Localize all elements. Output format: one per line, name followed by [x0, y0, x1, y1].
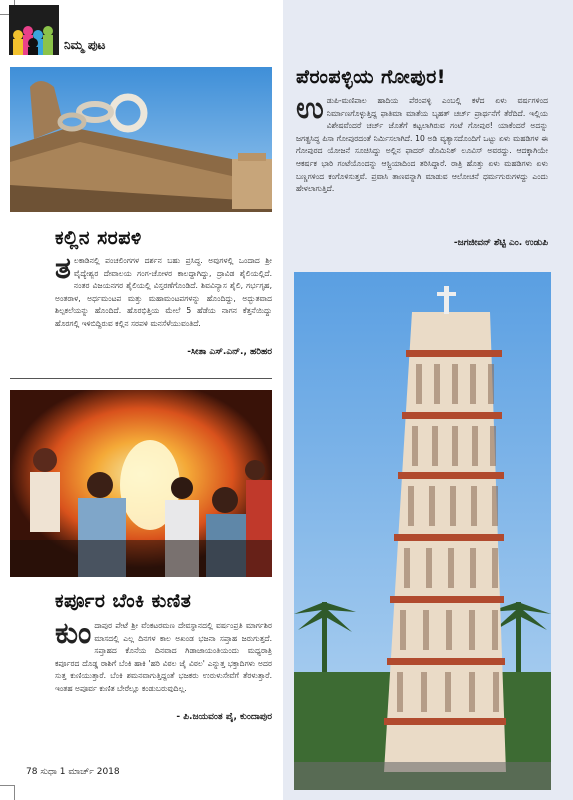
divider: [10, 378, 272, 379]
stone-chain-photo: [10, 67, 272, 212]
stone-chain-drop-cap: ತ: [55, 251, 71, 286]
perampalli-tower-photo: [294, 272, 551, 790]
tower-signature: -ಜಗಜೀವನ್ ಶೆಟ್ಟಿ ಎಂ. ಉಡುಪಿ: [453, 238, 548, 248]
section-label: ನಿಮ್ಮ ಪುಟ: [64, 38, 106, 52]
tower-body: [296, 91, 548, 196]
camphor-title: ಕರ್ಪೂರ ಬೆಂಕಿ ಕುಣಿತ: [55, 590, 192, 612]
camphor-body: [55, 616, 272, 696]
camphor-text: ದಾಪುರ ಪೇಟೆ ಶ್ರೀ ವೆಂಕಟರಮಣ ದೇವಸ್ಥಾನದಲ್ಲಿ ವರ್ಷಂಪ್ರತಿ ಮಾರ್ಗಶಿರ ಮಾಸದಲ್ಲಿ ಎಲ್ಲ ದಿನಗಳ ಕಾಲ ಅಖಂಡ ಭಜನಾ ಸಪ್ತಾಹ ಜರುಗುತ್ತದೆ. ಸಪ್ತಾಹದ ಕೊನೆಯ ದಿನವಾದ ಗಿಡಾಜಾಯಂತಿಯಂದು ಮಧ್ಯರಾತ್ರಿ ಕರ್ಪೂರದ ದೊಡ್ಡ ರಾಶಿಗೆ ಬೆಂಕಿ ಹಾಕಿ 'ಹರಿ ವಿಠಲ ಜೈ ವಿಠಲ' ಎನ್ನುತ್ತ ಭಕ್ತಾದಿಗಳು ಅದರ ಸುತ್ತ ಕುಣಿಯುತ್ತಾರೆ. ಬೆಂಕಿ ಶಮನವಾಗುತ್ತಿದ್ದಂತೆ ಭಜಕರು ಉರುಳುಸೇವೆಗೆ ತೆರಳುತ್ತಾರೆ. ಇಂತಹ ಅಪೂರ್ವ ಕುಣಿತ ಬೇರೆಲ್ಲೂ ಕಂಡುಬರುವುದಿಲ್ಲ.: [55, 621, 272, 693]
tower-text: ಡುಪಿ-ಮಣಿಪಾಲ ಹಾದಿಯ ಪೆರಂಪಳ್ಳಿ ಎಂಬಲ್ಲಿ ಕಳೆದ ಏಳು ವರ್ಷಗಳಿಂದ ನಿರ್ಮಾಣಗೊಳ್ಳುತ್ತಿದ್ದ ಫಾತಿಮಾ ಮಾತೆಯ ಬೃಹತ್ ಚರ್ಚ್ ಪ್ರಾರ್ಥನೆಗೆ ತೆರೆದಿದೆ. ಇಲ್ಲಿಯ ವಿಶೇಷವೆಂದರೆ ಚರ್ಚ್ ಜೊತೆಗೆ ಕಟ್ಟಲಾಗಿರುವ ಗಂಟೆ ಗೋಪುರ! ಯಾಕೆಂದರೆ ಅದನ್ನು ಜಗತ್ಪ್ರಸಿದ್ಧ ಪಿಸಾ ಗೋಪುರದಂತೆ ನಿರ್ಮಿಸಲಾಗಿದೆ. 10 ಅಡಿ ವ್ಯತ್ಯಾಸದೊಂದಿಗೆ ಒಟ್ಟು ಏಳು ಮಹಡಿಗಳ ಈ ಗೋಪುರದ ಯೋಜನೆ ಸೂಚಿಸಿದ್ದು ಅಲ್ಲಿನ ಫಾದರ್ ಡೊಮಿನಿಕ್ ಲೂವಿಸ್ ಅವರದ್ದು. ಆದಕ್ಕಾಗಿಯೇ ಆಕರ್ಷಕ ಭಾರಿ ಗಂಟೆಯೊಂದನ್ನು ಆಸ್ಟ್ರಿಯಾದಿಂದ ತರಿಸಿದ್ದಾರೆ. ರಾತ್ರಿ ಹೊತ್ತು ಏಳು ಮಹಡಿಗಳು ಏಳು ಬಣ್ಣಗಳಿಂದ ಕಂಗೊಳಿಸುತ್ತವೆ. ಪ್ರವಾಸಿ ತಾಣವನ್ನಾಗಿ ಮಾಡುವ ಆಲೋಚನೆ ಧರ್ಮಗುರುಗಳದ್ದು ಎಂದು ಹೇಳಲಾಗುತ್ತಿದೆ.: [296, 96, 548, 194]
crop-mark-bottom-left: [0, 785, 15, 800]
stone-chain-signature: -ಸೀತಾ ಎಸ್.ಎನ್., ಹರಿಹರ: [187, 347, 272, 357]
tower-title: ಪೆರಂಪಳ್ಳಿಯ ಗೋಪುರ!: [296, 66, 446, 88]
tower-drop-cap: ಉ: [296, 91, 324, 126]
camphor-signature: - ಪಿ.ಜಯವಂತ ಪೈ, ಕುಂದಾಪುರ: [176, 712, 272, 722]
stone-chain-body: [55, 251, 272, 331]
camphor-drop-cap: ಕುಂ: [55, 616, 92, 651]
stone-chain-title: ಕಲ್ಲಿನ ಸರಪಳಿ: [55, 227, 142, 249]
stone-chain-text: ಲಕಾಡಿನಲ್ಲಿ ಪಂಚಲಿಂಗಗಳ ದರ್ಶನ ಬಹು ಪ್ರಸಿದ್ಧ. ಅವುಗಳಲ್ಲಿ ಒಂದಾದ ಶ್ರೀ ವೈದ್ಯೇಶ್ವರ ದೇವಾಲಯ ಗಂಗ-ಚೋಳರ ಕಾಲದ್ದಾಗಿದ್ದು, ದ್ರಾವಿಡ ಶೈಲಿಯಲ್ಲಿದೆ. ನಂತರ ವಿಜಯನಗರ ಶೈಲಿಯಲ್ಲಿ ವಿಸ್ತರಣೆಗೊಂಡಿದೆ. ಶಿವವಿನ್ಯಾಸ ಶೈಲಿ, ಗರ್ಭಗೃಹ, ಅಂತರಾಳ, ಅರ್ಧಮಂಟಪ ಮತ್ತು ಮಹಾಮಂಟಪಗಳನ್ನು ಹೊಂದಿದ್ದು, ಅದ್ಭುತವಾದ ಶಿಲ್ಪಕಲೆಯನ್ನು ಹೊಂದಿದೆ. ಹೊರಭಿತ್ತಿಯ ಮೇಲೆ 5 ಹೆಡೆಯ ನಾಗನ ಕೆತ್ತನೆಯಿದ್ದು ಹೊರಗಲ್ಲಿ ಇಳಿಬಿದ್ದಿರುವ ಕಲ್ಲಿನ ಸರಪಳಿ ಮನಸೆಳೆಯುವಂತಿದೆ.: [55, 256, 272, 328]
camphor-dance-photo: [10, 390, 272, 577]
page-footer: 78 ಸುಧಾ 1 ಮಾರ್ಚ್ 2018: [26, 767, 120, 777]
section-logo: [9, 5, 59, 55]
